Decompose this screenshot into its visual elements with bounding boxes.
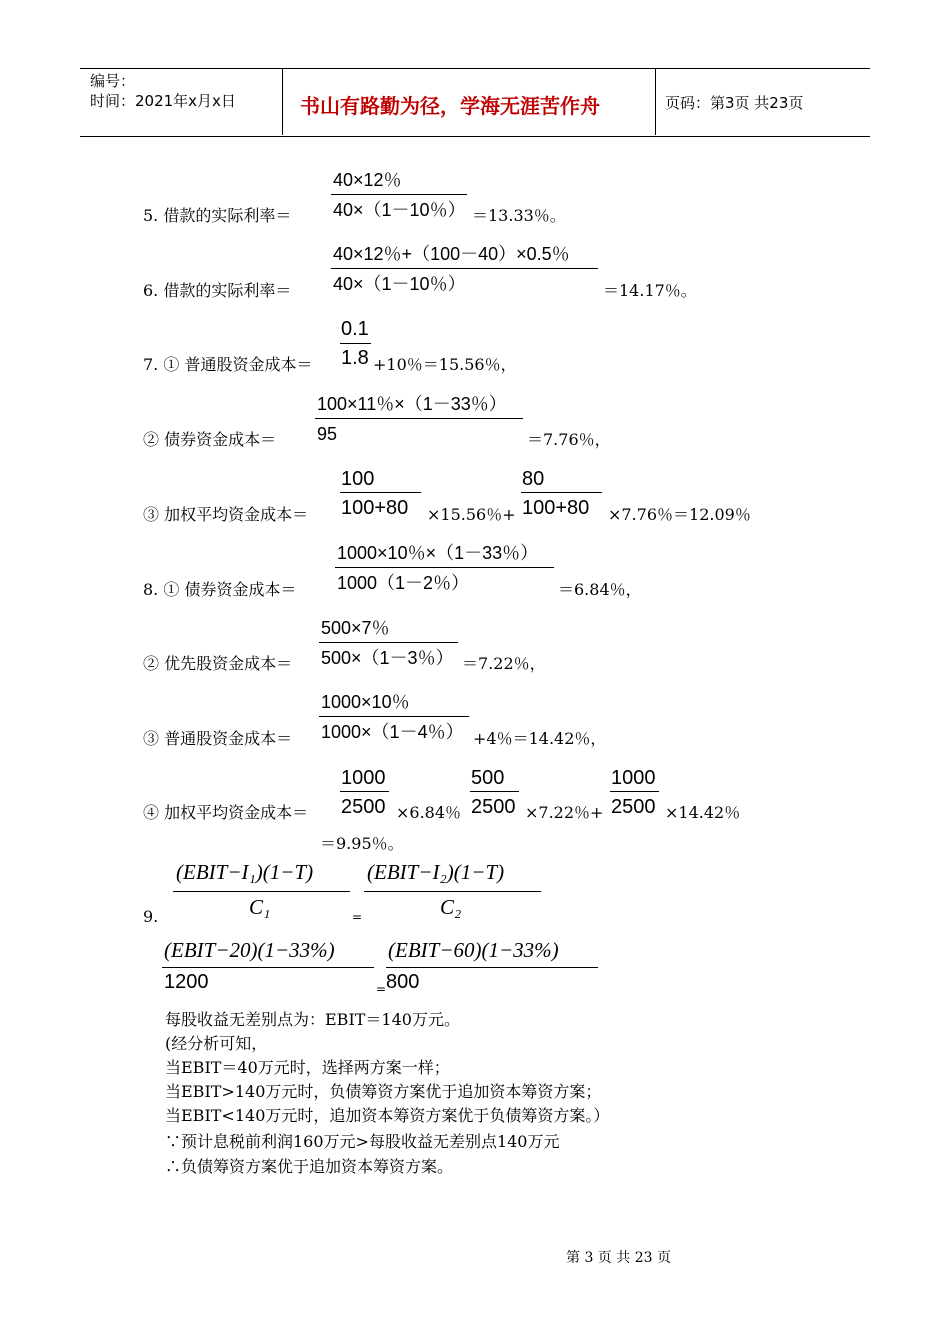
fraction-bar bbox=[173, 891, 350, 892]
fraction-bar bbox=[331, 194, 467, 195]
q7c-middle: ×15.56％+ bbox=[427, 505, 516, 524]
q5-label: 5. 借款的实际利率＝ bbox=[143, 206, 292, 225]
page-info: 页码：第3页 共23页 bbox=[665, 94, 804, 112]
q7b-numerator: 100×11％×（1－33％） bbox=[317, 394, 507, 414]
conclusion-line: (经分析可知， bbox=[165, 1034, 268, 1053]
q8a-denominator: 1000（1－2％） bbox=[337, 573, 470, 593]
q5-result: ＝13.33％。 bbox=[472, 206, 566, 225]
fraction-bar bbox=[335, 567, 554, 568]
q8c-denominator: 1000×（1－4％） bbox=[321, 722, 464, 742]
q8c-numerator: 1000×10％ bbox=[321, 692, 410, 712]
fraction-bar bbox=[319, 716, 469, 717]
q9-numerator-3: (EBIT−20)(1−33%) bbox=[164, 938, 335, 962]
q7a-label: 7. ① 普通股资金成本＝ bbox=[143, 355, 313, 374]
q7c-denominator-2: 100+80 bbox=[522, 497, 590, 519]
fraction-bar bbox=[340, 791, 389, 792]
q7a-result: +10％＝15.56％， bbox=[373, 355, 517, 374]
q8d-numerator-2: 500 bbox=[471, 767, 505, 789]
q7b-result: ＝7.76％， bbox=[527, 430, 611, 449]
conclusion-line: ∴负债筹资方案优于追加资本筹资方案。 bbox=[165, 1157, 454, 1176]
q8d-middle-2: ×7.22％+ bbox=[525, 803, 604, 822]
q5-numerator: 40×12％ bbox=[333, 170, 402, 190]
q9-numerator-1: (EBIT−I₁)(1−T) bbox=[176, 860, 314, 884]
conclusion-line: 当EBIT<140万元时，追加资本筹资方案优于负债筹资方案。） bbox=[165, 1106, 610, 1125]
q6-result: ＝14.17％。 bbox=[603, 281, 697, 300]
q8d-result: ×14.42％ bbox=[665, 803, 741, 822]
fraction-bar bbox=[470, 791, 519, 792]
q6-denominator: 40×（1－10％） bbox=[333, 274, 466, 294]
header-divider bbox=[655, 68, 656, 135]
q7c-denominator-1: 100+80 bbox=[341, 497, 409, 519]
q9-denominator-4: 800 bbox=[386, 971, 420, 993]
q8d-denominator-3: 2500 bbox=[611, 796, 656, 818]
header-motto: 书山有路勤为径，学海无涯苦作舟 bbox=[300, 94, 600, 118]
doc-number-label: 编号： bbox=[90, 72, 136, 90]
q9-denominator-2: C₂ bbox=[440, 895, 462, 919]
q7c-label: ③ 加权平均资金成本＝ bbox=[143, 505, 309, 524]
q6-label: 6. 借款的实际利率＝ bbox=[143, 281, 292, 300]
fraction-bar bbox=[340, 343, 371, 344]
q8a-numerator: 1000×10％×（1－33％） bbox=[337, 543, 539, 563]
q9-denominator-3: 1200 bbox=[164, 971, 209, 993]
doc-time-label: 时间：2021年x月x日 bbox=[90, 92, 236, 110]
fraction-bar bbox=[364, 891, 541, 892]
conclusion-line: 当EBIT＝40万元时，选择两方案一样； bbox=[165, 1058, 450, 1077]
q9-numerator-2: (EBIT−I₂)(1−T) bbox=[367, 860, 505, 884]
q7a-numerator: 0.1 bbox=[341, 318, 369, 340]
page-footer: 第 3 页 共 23 页 bbox=[566, 1250, 671, 1266]
q8d-numerator-3: 1000 bbox=[611, 767, 656, 789]
q8d-numerator-1: 1000 bbox=[341, 767, 386, 789]
q7b-label: ② 债券资金成本＝ bbox=[143, 430, 277, 449]
q8c-result: +4％＝14.42％， bbox=[473, 729, 607, 748]
q8a-result: ＝6.84％， bbox=[558, 580, 642, 599]
q7a-denominator: 1.8 bbox=[341, 347, 369, 369]
fraction-bar bbox=[521, 492, 602, 493]
fraction-bar bbox=[386, 967, 598, 968]
q9-denominator-1: C₁ bbox=[249, 895, 271, 919]
q5-denominator: 40×（1－10％） bbox=[333, 200, 466, 220]
q8d-label: ④ 加权平均资金成本＝ bbox=[143, 803, 309, 822]
q9-equals: = bbox=[352, 910, 363, 924]
fraction-bar bbox=[610, 791, 659, 792]
conclusion-line: 当EBIT>140万元时，负债筹资方案优于追加资本筹资方案； bbox=[165, 1082, 602, 1101]
conclusion-line: ∵预计息税前利润160万元>每股收益无差别点140万元 bbox=[165, 1132, 560, 1151]
fraction-bar bbox=[319, 642, 458, 643]
q9-label: 9. bbox=[143, 907, 159, 926]
fraction-bar bbox=[162, 967, 374, 968]
fraction-bar bbox=[315, 418, 523, 419]
q8c-label: ③ 普通股资金成本＝ bbox=[143, 729, 293, 748]
q8b-numerator: 500×7％ bbox=[321, 618, 390, 638]
q8d-result-final: ＝9.95％。 bbox=[320, 834, 404, 853]
q7c-numerator-2: 80 bbox=[522, 468, 545, 490]
q7c-result: ×7.76％＝12.09％ bbox=[608, 505, 751, 524]
q8b-result: ＝7.22％， bbox=[462, 654, 546, 673]
q6-numerator: 40×12％+（100－40）×0.5％ bbox=[333, 244, 570, 264]
header-divider bbox=[282, 68, 283, 135]
q8b-denominator: 500×（1－3％） bbox=[321, 648, 454, 668]
q8d-denominator-1: 2500 bbox=[341, 796, 386, 818]
q9-equals-2: = bbox=[376, 982, 387, 996]
q8a-label: 8. ① 债券资金成本＝ bbox=[143, 580, 297, 599]
q8d-middle-1: ×6.84％ bbox=[396, 803, 462, 822]
q7b-denominator: 95 bbox=[317, 424, 338, 444]
fraction-bar bbox=[331, 268, 598, 269]
q8d-denominator-2: 2500 bbox=[471, 796, 516, 818]
q7c-numerator-1: 100 bbox=[341, 468, 375, 490]
conclusion-line: 每股收益无差别点为：EBIT＝140万元。 bbox=[165, 1010, 460, 1029]
q8b-label: ② 优先股资金成本＝ bbox=[143, 654, 293, 673]
q9-numerator-4: (EBIT−60)(1−33%) bbox=[388, 938, 559, 962]
fraction-bar bbox=[340, 492, 421, 493]
